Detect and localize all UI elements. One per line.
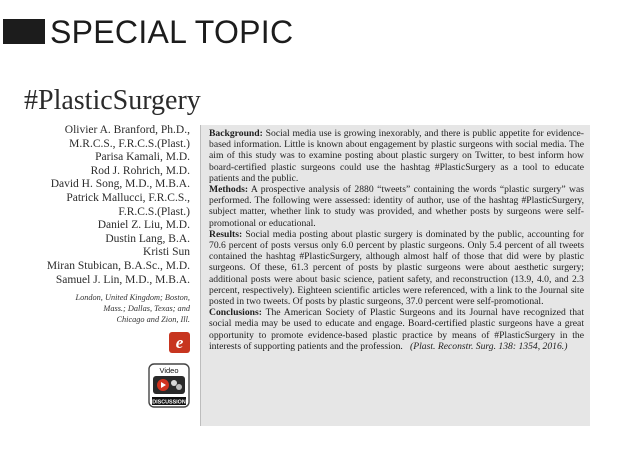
abstract-results	[209, 229, 584, 307]
author-affiliation	[30, 292, 190, 325]
affiliation-line: London, United Kingdom; Boston,	[75, 293, 190, 302]
abstract-methods	[209, 184, 584, 229]
background-label: Background:	[209, 128, 263, 139]
author-line: Parisa Kamali, M.D.	[95, 151, 190, 164]
author-line: Kristi Sun	[143, 246, 190, 259]
abstract-box	[200, 125, 590, 426]
background-text: Social media use is growing inexorably, and there is public appetite for evidence-based information. Little is known about engagement by plastic surgeons with social media. The aim of this study was to examine posting about plastic surgery on Twitter, to best inform how board-certified plastic surgeons could use the hashtag #PlasticSurgery as a tool to educate patients and the public.	[209, 128, 584, 184]
author-line: F.R.C.S.(Plast.)	[118, 205, 190, 218]
citation: (Plast. Reconstr. Surg. 138: 1354, 2016.)	[410, 340, 568, 352]
methods-label: Methods:	[209, 184, 249, 196]
video-label: Video	[159, 366, 179, 375]
abstract-conclusions	[209, 307, 584, 352]
results-label: Results:	[209, 228, 243, 240]
author-line: Rod J. Rohrich, M.D.	[90, 164, 190, 177]
author-line: Daniel Z. Liu, M.D.	[97, 219, 190, 232]
banner-bar	[3, 19, 45, 44]
affiliation-line: Mass.; Dallas, Texas; and	[103, 304, 190, 313]
conclusions-label: Conclusions:	[209, 307, 262, 319]
author-line: Olivier A. Branford, Ph.D.,	[64, 124, 190, 136]
affiliation-line: Chicago and Zion, Ill.	[116, 315, 190, 324]
author-line: Patrick Mallucci, F.R.C.S.,	[66, 191, 190, 204]
discussion-label: DISCUSSION	[152, 399, 186, 406]
conclusions-text: The American Society of Plastic Surgeons and its Journal have recognized that social media may be used to educate and engage. Board-certified plastic surgeons have a great opportunity to promote evidence-based plastic practice by means of #PlasticSurgery in the interests of supporting patients and the profession.	[209, 307, 584, 352]
author-line: Dustin Lang, B.A.	[105, 232, 190, 245]
author-line: Miran Stubican, B.A.Sc., M.D.	[46, 259, 190, 272]
methods-text: A prospective analysis of 2880 “tweets” containing the words “plastic surgery” was performed. The following were assessed: identity of author, use of the hashtag #PlasticSurgery, subject matter, whether link to study was provided, and whether posts by surgeons were self-promotional or educational.	[209, 184, 584, 229]
author-line: Samuel J. Lin, M.D., M.B.A.	[55, 273, 190, 286]
e-supplement-icon[interactable]: e	[169, 332, 190, 353]
abstract-background	[209, 128, 584, 184]
section-banner-title: SPECIAL TOPIC	[50, 14, 294, 50]
author-list	[22, 124, 190, 287]
video-discussion-icon[interactable]	[148, 363, 190, 408]
results-text: Social media posting about plastic surgery is dominated by the public, accounting for 70.6 percent of posts versus only 6.0 percent by plastic surgeons. Only 5.4 percent of all tweets contained the hashtag #PlasticSurgery, although almost half of those that did were by plastic surgeons. Of these, 61.3 percent of posts by plastic surgeons were about aesthetic surgery; additional posts were about basic science, patient safety, and reconstruction (13.9, 4.0, and 2.3 percent, respectively). Eighteen scientific articles were referenced, with a link to the Journal site posted in two tweets. Of posts by plastic surgeons, 37.0 percent were self-promotional.	[209, 228, 584, 308]
author-line: M.R.C.S., F.R.C.S.(Plast.)	[69, 137, 190, 150]
author-line: David H. Song, M.D., M.B.A.	[50, 178, 190, 191]
article-title: #PlasticSurgery	[24, 85, 201, 116]
